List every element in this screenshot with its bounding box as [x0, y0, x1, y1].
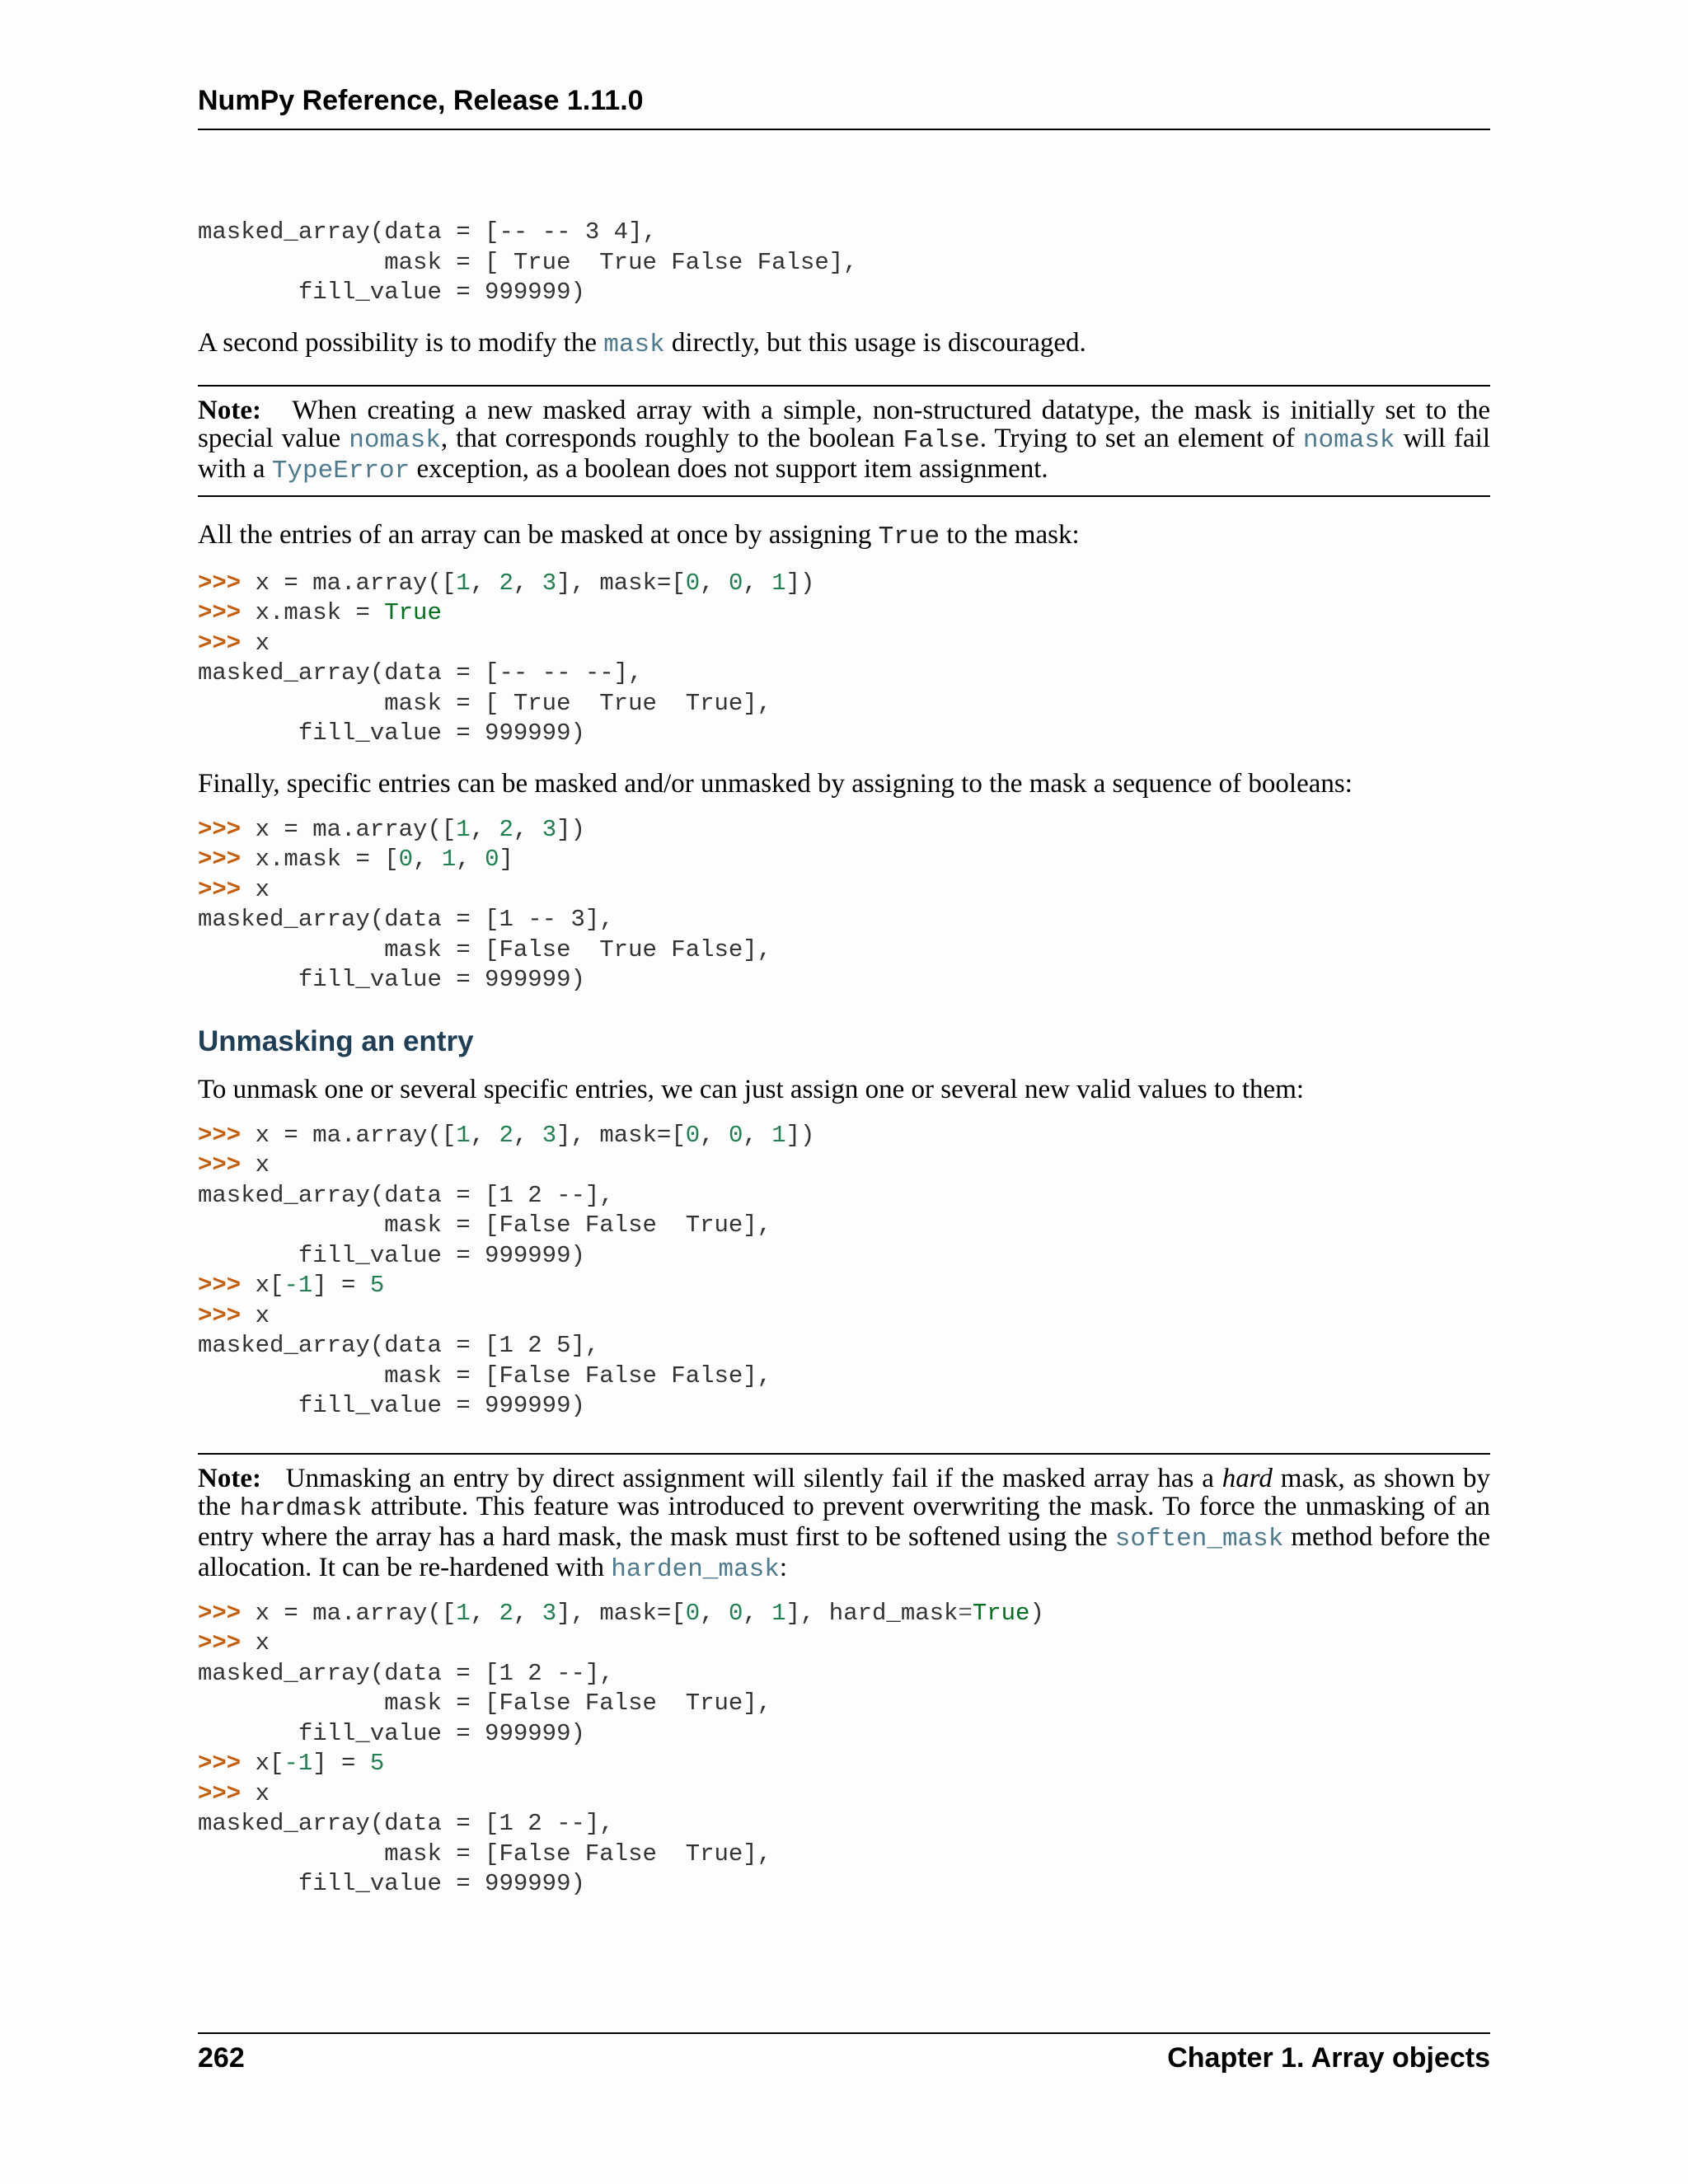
code-block-sequence: >>> x = ma.array([1, 2, 3]) >>> x.mask = [0, 1, 0] >>> x masked_array(data = [1 -- 3], mask = [False True False], fill_value = 999999)	[198, 815, 772, 993]
code-block-unmask: >>> x = ma.array([1, 2, 3], mask=[0, 0, 1]) >>> x masked_array(data = [1 2 --], mask = [False False True], fill_value = 999999) >>> x[-1] = 5 >>> x masked_array(data = [1 2 5], mask = [False False False], fill_value = 999999)	[198, 1121, 815, 1419]
prompt: >>>	[198, 1272, 241, 1299]
prompt: >>>	[198, 629, 241, 657]
prompt: >>>	[198, 1750, 241, 1777]
prompt: >>>	[198, 875, 241, 903]
paragraph-mask-all: All the entries of an array can be masked at once by assigning True to the mask:	[198, 519, 1080, 551]
code-line: mask = [ True True False False],	[198, 248, 858, 276]
section-heading: Unmasking an entry	[198, 1024, 474, 1057]
prompt: >>>	[198, 1121, 241, 1149]
prompt: >>>	[198, 815, 241, 843]
prompt: >>>	[198, 1629, 241, 1657]
literal-false: False	[903, 425, 980, 455]
paragraph-unmask: To unmask one or several specific entries, we can just assign one or several new valid values to them:	[198, 1074, 1305, 1104]
link-harden-mask[interactable]: harden_mask	[611, 1554, 780, 1584]
prompt: >>>	[198, 1599, 241, 1627]
code-line: masked_array(data = [-- -- 3 4],	[198, 218, 657, 246]
code-block-mask-all: >>> x = ma.array([1, 2, 3], mask=[0, 0, 1]) >>> x.mask = True >>> x masked_array(data = [-- -- --], mask = [ True True True], fill_value = 999999)	[198, 569, 815, 747]
prompt: >>>	[198, 1151, 241, 1179]
paragraph-second-possibility: A second possibility is to modify the mask directly, but this usage is discouraged.	[198, 327, 1086, 359]
prompt: >>>	[198, 1301, 241, 1329]
note-label: Note:	[198, 1463, 261, 1493]
prompt: >>>	[198, 846, 241, 873]
code-block-hardmask: >>> x = ma.array([1, 2, 3], mask=[0, 0, 1], hard_mask=True) >>> x masked_array(data = [1 2 --], mask = [False False True], fill_value = 999999) >>> x[-1] = 5 >>> x masked_array(data = [1 2 --], mask = [False False True], fill_value = 999999)	[198, 1599, 1044, 1897]
page-number: 262	[198, 2042, 245, 2074]
page-footer	[198, 2032, 1490, 2074]
prompt: >>>	[198, 599, 241, 626]
prompt: >>>	[198, 1779, 241, 1807]
literal-true: True	[878, 522, 940, 551]
prompt: >>>	[198, 569, 241, 597]
paragraph-finally: Finally, specific entries can be masked and/or unmasked by assigning to the mask a sequence of booleans:	[198, 768, 1353, 799]
link-soften-mask[interactable]: soften_mask	[1114, 1524, 1284, 1554]
note-label: Note:	[198, 395, 261, 425]
link-nomask[interactable]: nomask	[1302, 425, 1395, 455]
code-line: fill_value = 999999)	[198, 279, 585, 306]
link-nomask[interactable]: nomask	[349, 425, 441, 455]
link-typeerror[interactable]: TypeError	[271, 456, 410, 485]
note-box-hardmask	[198, 1453, 1490, 1900]
running-header: NumPy Reference, Release 1.11.0	[198, 82, 1490, 130]
document-page	[198, 82, 1490, 1900]
note-text: Note: Unmasking an entry by direct assignment will silently fail if the masked array has a hard mask, as shown by the hardmask attribute. This feature was introduced to prevent overwriting the mask. To force the unmasking of an entry where the array has a hard mask, the mask must first to be softened using the soften_mask method before the allocation. It can be re-hardened with harden_mask:	[198, 1463, 1490, 1584]
code-block-output	[198, 218, 1490, 308]
note-box-nomask	[198, 385, 1490, 497]
link-mask[interactable]: mask	[603, 330, 665, 359]
literal-hardmask: hardmask	[239, 1493, 363, 1523]
note-text: Note: When creating a new masked array with a simple, non-structured datatype, the mask is initially set to the special value nomask, that corresponds roughly to the boolean False. Trying to set an element of nomask will fail with a TypeError exception, as a boolean does not support item assignment.	[198, 395, 1491, 485]
chapter-title: Chapter 1. Array objects	[1167, 2042, 1490, 2074]
